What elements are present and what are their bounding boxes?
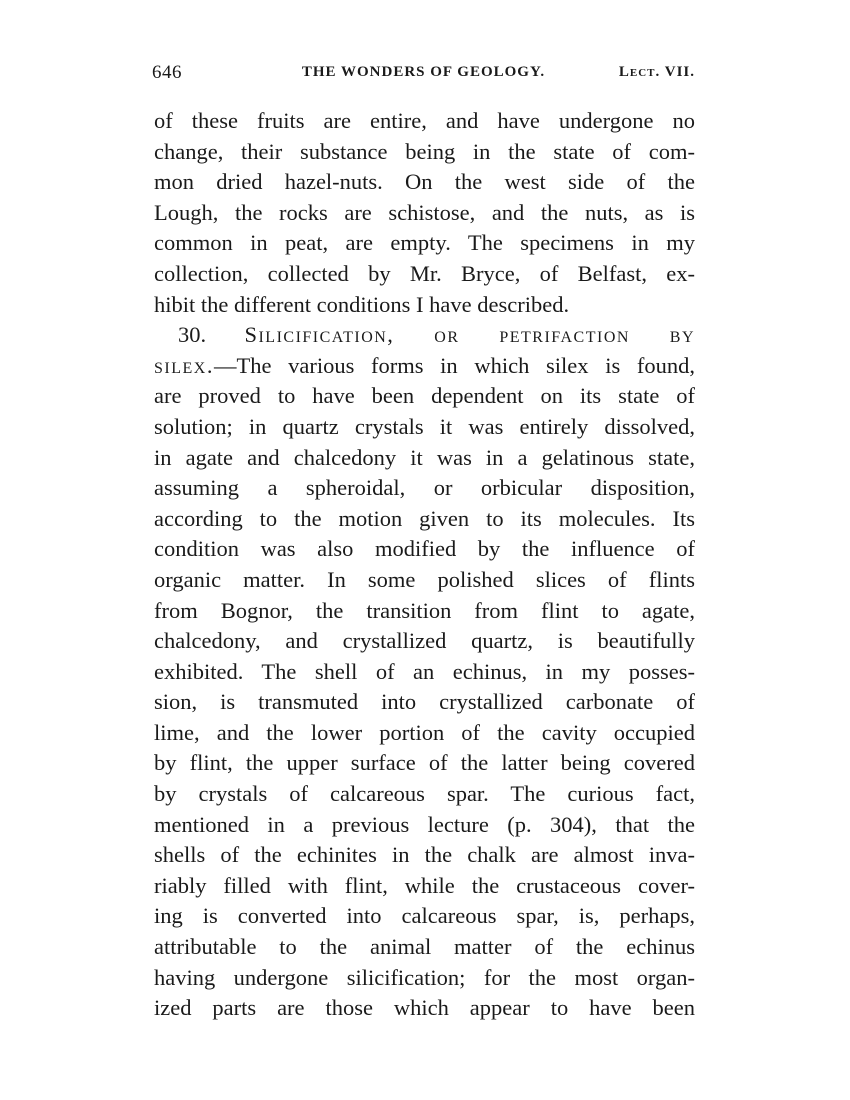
text-line: according to the motion given to its molecules. Its bbox=[154, 505, 695, 531]
section-heading-line bbox=[154, 320, 695, 351]
text-line bbox=[154, 351, 695, 382]
text-line: of these fruits are entire, and have undergone no bbox=[154, 108, 695, 133]
running-head bbox=[152, 62, 695, 86]
text-line: shells of the echinites in the chalk are almost inva- bbox=[154, 842, 695, 868]
page-body bbox=[154, 106, 695, 1024]
paragraph-hazel-nuts bbox=[154, 106, 695, 320]
text-line: lime, and the lower portion of the cavity occupied bbox=[154, 719, 695, 745]
text-line: ized parts are those which appear to have been bbox=[154, 995, 695, 1021]
text-line: mentioned in a previous lecture (p. 304), that the bbox=[154, 811, 695, 837]
text-line: attributable to the animal matter of the echinus bbox=[154, 934, 695, 960]
lecture-label: Lect. VII. bbox=[618, 64, 695, 80]
text-line: are proved to have been dependent on its state of bbox=[154, 383, 695, 409]
text-line: change, their substance being in the state of com- bbox=[154, 138, 695, 164]
text-line: common in peat, are empty. The specimens in my bbox=[154, 230, 695, 256]
section-number: 30. bbox=[178, 322, 207, 348]
text-line: having undergone silicification; for the most organ- bbox=[154, 964, 695, 990]
page-number: 646 bbox=[152, 62, 182, 83]
section-heading: Silicification, or petrifaction by bbox=[244, 322, 695, 348]
section-heading-continued: silex. bbox=[154, 352, 214, 378]
text-line: riably filled with flint, while the crustaceous cover- bbox=[154, 872, 695, 898]
text-line: mon dried hazel-nuts. On the west side of the bbox=[154, 169, 695, 195]
text-run: —The various forms in which silex is found, bbox=[213, 352, 695, 378]
text-line: ing is converted into calcareous spar, is, perhaps, bbox=[154, 903, 695, 929]
text-line: exhibited. The shell of an echinus, in my posses- bbox=[154, 658, 695, 684]
text-line: hibit the different conditions I have described. bbox=[154, 291, 570, 317]
text-line: chalcedony, and crystallized quartz, is beautifully bbox=[154, 628, 695, 654]
text-line: by crystals of calcareous spar. The curious fact, bbox=[154, 781, 695, 807]
paragraph-silicification bbox=[154, 320, 695, 1024]
text-line: from Bognor, the transition from flint to agate, bbox=[154, 597, 695, 623]
running-title: THE WONDERS OF GEOLOGY. bbox=[301, 64, 546, 80]
text-line: sion, is transmuted into crystallized carbonate of bbox=[154, 689, 695, 715]
text-line: in agate and chalcedony it was in a gelatinous state, bbox=[154, 444, 695, 470]
text-line: condition was also modified by the influence of bbox=[154, 536, 695, 562]
text-line: solution; in quartz crystals it was entirely dissolved, bbox=[154, 413, 695, 439]
text-line: by flint, the upper surface of the latter being covered bbox=[154, 750, 695, 776]
text-line: Lough, the rocks are schistose, and the nuts, as is bbox=[154, 199, 695, 225]
text-line: assuming a spheroidal, or orbicular disposition, bbox=[154, 475, 695, 501]
text-line: collection, collected by Mr. Bryce, of Belfast, ex- bbox=[154, 260, 695, 286]
text-line: organic matter. In some polished slices of flints bbox=[154, 566, 695, 592]
